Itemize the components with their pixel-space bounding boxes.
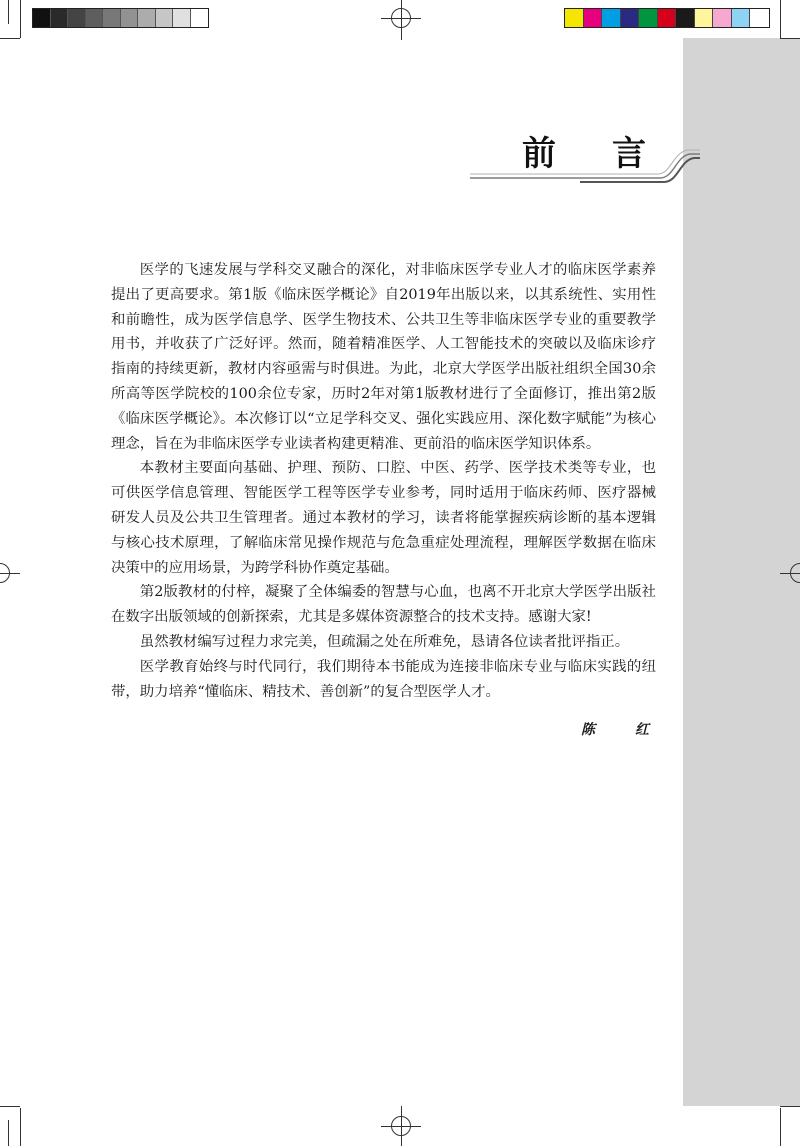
- crop-mark: [20, 0, 21, 38]
- color-swatch: [695, 9, 714, 27]
- color-swatch: [602, 9, 621, 27]
- registration-mark-left: [0, 553, 20, 593]
- crop-mark: [0, 38, 20, 39]
- crop-mark: [780, 1108, 781, 1146]
- registration-mark-top: [381, 0, 421, 40]
- crop-mark: [780, 38, 800, 39]
- color-swatch: [750, 9, 769, 27]
- color-swatch: [584, 9, 603, 27]
- registration-mark-right: [780, 553, 800, 593]
- crop-mark: [0, 1106, 20, 1107]
- color-swatch: [658, 9, 677, 27]
- crop-mark: [20, 1108, 21, 1146]
- color-swatch: [676, 9, 695, 27]
- color-swatch: [621, 9, 640, 27]
- grayscale-calibration-bar: [32, 8, 209, 28]
- preface-paragraph: 本教材主要面向基础、护理、预防、口腔、中医、药学、医学技术类等专业，也可供医学信息管理、智能医学工程等医学专业参考，同时适用于临床药师、医疗器械研发人员及公共卫生管理者。通过本教材的学习，读者将能掌握疾病诊断的基本逻辑与核心技术原理，了解临床常见操作规范与危急重症处理流程，理解医学数据在临床决策中的应用场景，为跨学科协作奠定基础。: [111, 460, 656, 576]
- gray-swatch: [138, 9, 156, 27]
- preface-paragraph: 医学教育始终与时代同行，我们期待本书能成为连接非临床专业与临床实践的纽带，助力培养“懂临床、精技术、善创新”的复合型医学人才。: [111, 658, 656, 700]
- signature-char: 红: [635, 722, 649, 738]
- author-signature: [581, 719, 649, 739]
- crop-mark: [8, 1120, 9, 1146]
- color-swatch: [713, 9, 732, 27]
- gray-swatch: [121, 9, 139, 27]
- registration-mark-bottom: [381, 1106, 421, 1146]
- preface-paragraph: 第2版教材的付梓，凝聚了全体编委的智慧与心血，也离不开北京大学医学出版社在数字出版领域的创新探索，尤其是多媒体资源整合的技术支持。感谢大家!: [111, 584, 656, 626]
- title-char: 前: [522, 134, 556, 174]
- color-swatch: [639, 9, 658, 27]
- crop-mark: [8, 0, 9, 24]
- preface-paragraph: 医学的飞速发展与学科交叉融合的深化，对非临床医学专业人才的临床医学素养提出了更高要求。第1版《临床医学概论》自2019年出版以来，以其系统性、实用性和前瞻性，成为医学信息学、医学生物技术、公共卫生等非临床医学专业的重要教学用书，并收获了广泛好评。然而，随着精准医学、人工智能技术的突破以及临床诊疗指南的持续更新，教材内容亟需与时俱进。为此，北京大学医学出版社组织全国30余所高等医学院校的100余位专家，历时2年对第1版教材进行了全面修订，推出第2版《临床医学概论》。本次修订以“立足学科交叉、强化实践应用、深化数字赋能”为核心理念，旨在为非临床医学专业读者构建更精准、更前沿的临床医学知识体系。: [111, 262, 656, 452]
- color-swatch: [732, 9, 751, 27]
- title-swoosh-decoration: [470, 148, 700, 184]
- preface-body: [111, 258, 656, 704]
- preface-paragraph: 虽然教材编写过程力求完美，但疏漏之处在所难免，恳请各位读者批评指正。: [139, 633, 630, 650]
- gray-swatch: [156, 9, 174, 27]
- crop-mark: [780, 1106, 800, 1107]
- gray-swatch: [51, 9, 69, 27]
- crop-mark: [780, 0, 781, 38]
- gray-swatch: [191, 9, 209, 27]
- title-char: 言: [612, 134, 646, 174]
- color-calibration-bar: [564, 8, 770, 28]
- signature-char: 陈: [581, 722, 595, 738]
- gray-swatch: [33, 9, 51, 27]
- gray-swatch: [68, 9, 86, 27]
- gray-swatch: [86, 9, 104, 27]
- gray-swatch: [173, 9, 191, 27]
- gray-swatch: [103, 9, 121, 27]
- color-swatch: [565, 9, 584, 27]
